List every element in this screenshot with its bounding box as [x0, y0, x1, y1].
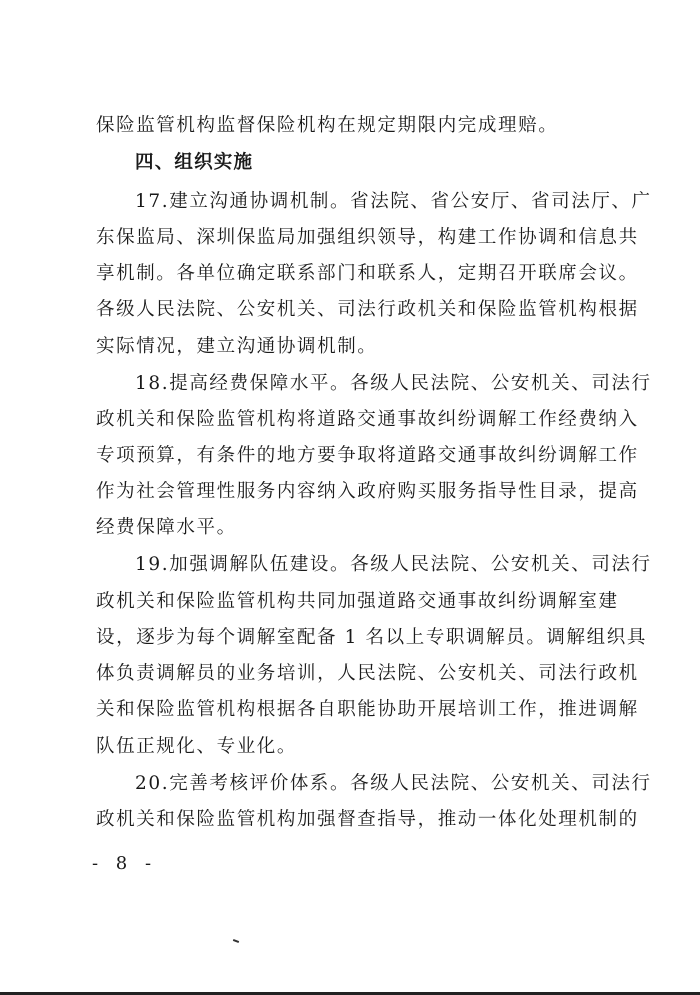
text-line: 作为社会管理性服务内容纳入政府购买服务指导性目录，提高 — [96, 481, 639, 502]
text-line: 队伍正规化、专业化。 — [96, 736, 298, 757]
text-line: 20.完善考核评价体系。各级人民法院、公安机关、司法行 — [135, 773, 652, 794]
text-line: 政机关和保险监管机构共同加强道路交通事故纠纷调解室建 — [96, 591, 619, 612]
text-line: 东保监局、深圳保监局加强组织领导，构建工作协调和信息共 — [96, 227, 639, 248]
text-line: 19.加强调解队伍建设。各级人民法院、公安机关、司法行 — [135, 554, 652, 575]
text-line: 保险监管机构监督保险机构在规定期限内完成理赔。 — [96, 115, 559, 136]
text-line: 实际情况，建立沟通协调机制。 — [96, 336, 378, 357]
text-line: 专项预算，有条件的地方要争取将道路交通事故纠纷调解工作 — [96, 445, 639, 466]
text-line: 政机关和保险监管机构加强督查指导，推动一体化处理机制的 — [96, 809, 639, 830]
section-heading: 四、组织实施 — [135, 152, 254, 173]
text-line: 经费保障水平。 — [96, 517, 237, 538]
page-number: - 8 - — [92, 853, 158, 874]
text-line: 政机关和保险监管机构将道路交通事故纠纷调解工作经费纳入 — [96, 409, 639, 430]
text-line: 18.提高经费保障水平。各级人民法院、公安机关、司法行 — [135, 373, 652, 394]
text-line: 设，逐步为每个调解室配备 1 名以上专职调解员。调解组织具 — [96, 627, 647, 648]
text-line: 享机制。各单位确定联系部门和联系人，定期召开联席会议。 — [96, 263, 639, 284]
text-line: 关和保险监管机构根据各自职能协助开展培训工作，推进调解 — [96, 699, 639, 720]
text-line: 体负责调解员的业务培训，人民法院、公安机关、司法行政机 — [96, 663, 639, 684]
text-line: 各级人民法院、公安机关、司法行政机关和保险监管机构根据 — [96, 299, 639, 320]
text-line: 17.建立沟通协调机制。省法院、省公安厅、省司法厅、广 — [135, 191, 652, 212]
scan-speck — [233, 939, 239, 943]
